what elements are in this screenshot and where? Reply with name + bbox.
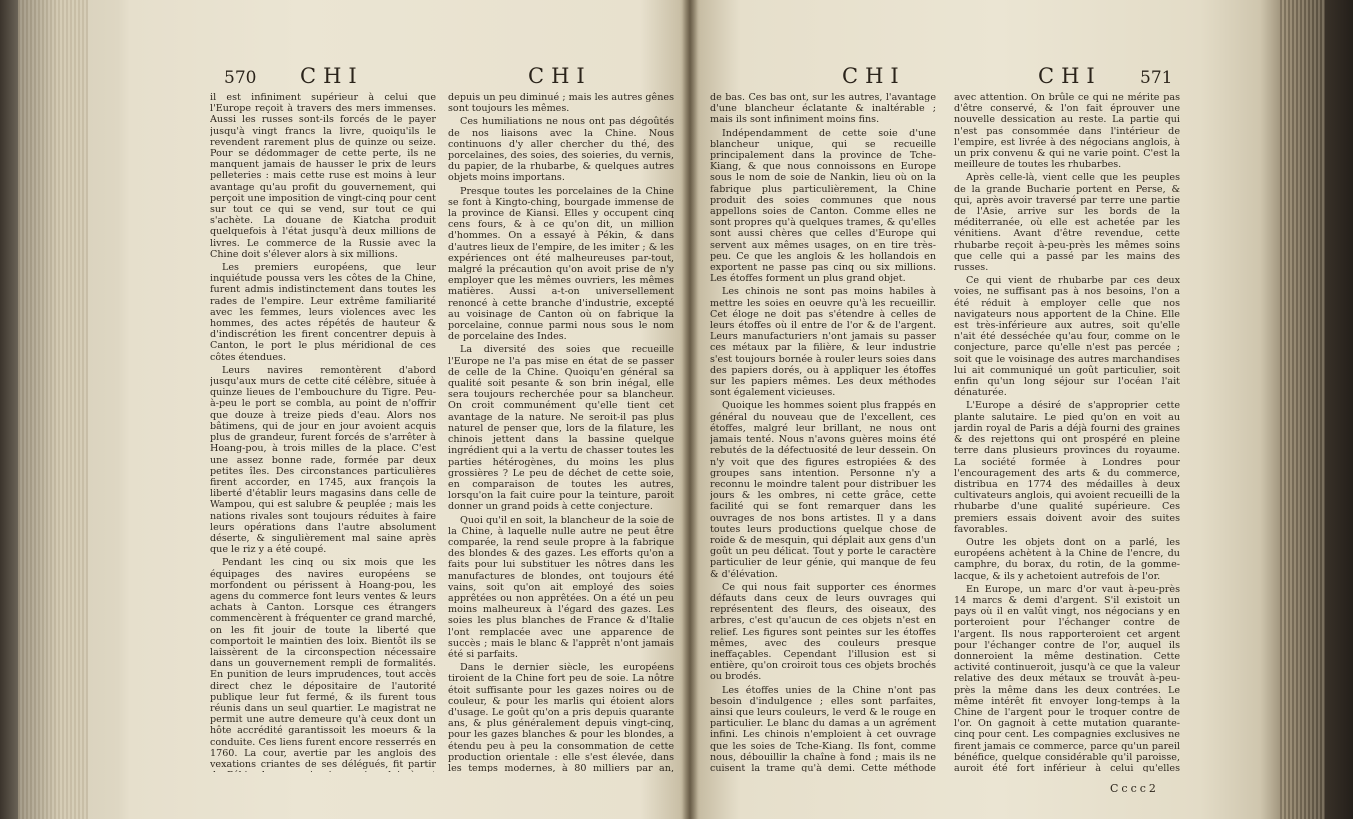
paragraph: Pendant les cinq ou six mois que les équipages des navires européens se morfondent ou périssent à Hoang-pou, les agens du commerce font leurs ventes & leurs achats à Canton. Lorsque ces étrangers commencèrent à fréquenter ce grand marché, on les fit jouir de toute la liberté que comportoit le maintien des loix. Bientôt ils se laissèrent de la circonspection nécessaire dans un gouvernement rempli de formalités. En punition de leurs imprudences, tout accès direct chez le dépositaire de l'autorité publique leur fut fermé, & ils furent tous réunis dans un seul quartier. Le magistrat ne permit une autre demeure qu'à ceux dont un hôte accrédité garantissoit les moeurs & la conduite. Ces liens furent encore resserrés en 1760. La cour, avertie par les anglois des vexations criantes de ses délégués, fit partir [210,557,436,770]
paragraph: de bas. Ces bas ont, sur les autres, l'avantage d'une blancheur éclatante & inaltérable ; mais ils sont infiniment moins fins. [710,92,936,126]
left-page-edges [18,0,88,819]
paragraph: En Europe, un marc d'or vaut à-peu-près 14 marcs & demi d'argent. S'il existoit un pays où il en valût vingt, nos négocians y en porteroient pour l'échanger contre de l'argent. Ils nous rapporteroient cet argent pour l'échanger contre de l'or, auquel ils donneroient la même destination. Cette activité continueroit, jusqu'à ce que la valeur relative des deux métaux se trouvât à-peu-près la même dans les deux contrées. Le même intérêt fit envoyer long-temps à la Chine de l'argent pour le troquer contre de l'or. On gagnoit à cette mutation quarante-cinq pour cent. Les compagnies exclusives ne firent jamais ce commerce, parce qu'un pareil bénéfice, quelque considérable qu'il paroisse, auroit été fort inférieur à celui qu'elles [954,583,1180,772]
right-page [710,0,1180,819]
paragraph: Quoique les hommes soient plus frappés en général du nouveau que de l'excellent, ces étoffes, malgré leur brillant, ne nous ont jamais tenté. Nous n'avons guères moins été rebutés de la défectuosité de leur dessein. On n'y voit que des figures estropiées & des groupes sans intention. Personne n'y a reconnu le moindre talent pour distribuer les jours & les ombres, ni cette grâce, cette facilité qui se font remarquer dans les ouvrages de nos bons artistes. Il y a dans toutes leurs productions quelque chose de roide & de mesquin, qui déplait aux gens d'un goût un peu délicat. Tout y porte le caractère particulier de leur génie, qui manque de feu & d'élévation. [710,400,936,580]
running-head-left: CHI [842,64,906,88]
running-head-right: CHI [528,64,592,88]
right-page-edges [1280,0,1325,819]
running-head-left: CHI [300,64,364,88]
paragraph: Presque toutes les porcelaines de la Chine se font à Kingto-ching, bourgade immense de la province de Kiansi. Elles y occupent cinq cens fours, & à ce qu'on dit, un million d'hommes. On a essayé à Pékin, & dans d'autres lieux de l'empire, de les imiter ; & les expériences ont été malheureuses par-tout, malgré la précaution qu'on avoit prise de n'y employer que les mêmes ouvriers, les mêmes matières. Aussi a-t-on universellement renoncé à cette branche d'industrie, excepté au voisinage de Canton où on fabrique la porcelaine, connue parmi nous sous le nom de porcelaine des Indes. [448,185,674,343]
right-page-header [710,62,1180,92]
paragraph: La diversité des soies que recueille l'Europe ne l'a pas mise en état de se passer de celle de la Chine. Quoiqu'en général sa qualité soit pesante & son brin inégal, elle sera toujours recherchée pour sa blancheur. On croit communément qu'elle tient cet avantage de la nature. Ne seroit-il pas plus naturel de penser que, lors de la filature, les chinois jettent dans la bassine quelque ingrédient qui a la vertu de chasser toutes les parties hétérogènes, du moins les plus grossières ? Le peu de déchet de cette soie, en comparaison de toutes les autres, lorsqu'on la fait cuire pour la teinture, paroit donner un grand poids à cette conjecture. [448,344,674,513]
paragraph: depuis un peu diminué ; mais les autres gênes sont toujours les mêmes. [448,92,674,115]
page-number-570: 570 [224,68,257,88]
paragraph: Les étoffes unies de la Chine n'ont pas besoin d'indulgence ; elles sont parfaites, ainsi que leurs couleurs, le verd & le rouge en particulier. Le blanc du damas a un agrément infini. Les chinois n'emploient à cet ouvrage que les soies de Tche-Kiang. Ils font, comme nous, débouillir la chaîne à fond ; mais ils ne cuisent la trame qu'à demi. Cette méthode [710,684,936,772]
paragraph: Quoi qu'il en soit, la blancheur de la soie de la Chine, à laquelle nulle autre ne peut être comparée, la rend seule propre à la fabrique des blondes & des gazes. Les efforts qu'on a faits pour lui substituer les nôtres dans les manufactures de blondes, ont toujours été vains, soit qu'on ait employé des soies apprêtées ou non apprêtées. On a été un peu moins malheureux à l'égard des gazes. Les soies les plus blanches de France & d'Italie l'ont remplacée avec une apparence de succès ; mais le blanc & l'apprêt n'ont jamais été si parfaits. [448,514,674,660]
book-gutter [682,0,698,819]
paragraph: Outre les objets dont on a parlé, les européens achètent à la Chine de l'encre, du camphre, du borax, du rotin, de la gomme-lacque, & ils y achetoient autrefois de l'or. [954,536,1180,582]
paragraph: Leurs navires remontèrent d'abord jusqu'aux murs de cette cité célèbre, située à quinze lieues de l'embouchure du Tigre. Peu-à-peu le port se combla, au point de n'offrir que douze à treize pieds d'eau. Alors nos bâtimens, qui de jour en jour avoient acquis plus de grandeur, furent forcés de s'arrêter à Hoang-pou, à trois milles de la place. C'est une assez bonne rade, formée par deux petites îles. Des circonstances particulières firent accorder, en 1745, aux françois la liberté d'établir leurs magasins dans celle de Wampou, qui est salubre & peuplée ; mais les nations rivales sont toujours réduites à faire leurs opérations dans l'autre absolument déserte, & singulièrement mal saine après que le riz y a été coupé. [210,364,436,556]
signature-mark: Cccc2 [1110,782,1159,795]
left-page-header [210,62,680,92]
paragraph: Dans le dernier siècle, les européens tiroient de la Chine fort peu de soie. La nôtre étoit suffisante pour les gazes noires ou de couleur, & pour les marlis qui étoient alors d'usage. Le goût qu'on a pris depuis quarante ans, & plus généralement depuis vingt-cinq, pour les gazes blanches & pour les blondes, a étendu peu à peu la consommation de cette production orientale : elle s'est élevée, dans les temps modernes, à 80 milliers par an, [448,662,674,772]
right-page-column-2 [954,92,1180,772]
paragraph: Ce qui vient de rhubarbe par ces deux voies, ne suffisant pas à nos besoins, l'on a été réduit à employer celle que nos navigateurs nous apportent de la Chine. Elle est très-inférieure aux autres, soit qu'elle n'ait été desséchée qu'au four, comme on le conjecture, parce qu'elle n'est pas percée ; soit que le voisinage des autres marchandises lui ait communiqué un goût particulier, soit enfin qu'un long séjour sur l'océan l'ait dénaturée. [954,275,1180,399]
right-page-column-1 [710,92,936,772]
left-page-column-2 [448,92,674,772]
left-page-column-1 [210,92,436,772]
left-page [210,0,680,819]
paragraph: Ce qui nous fait supporter ces énormes défauts dans ceux de leurs ouvrages qui représentent des fleurs, des oiseaux, des arbres, c'est qu'aucun de ces objets n'est en relief. Les figures sont peintes sur les étoffes mêmes, avec des couleurs presque ineffaçables. Cependant l'illusion est si entière, qu'on croiroit tous ces objets brochés ou brodés. [710,581,936,683]
paragraph: avec attention. On brûle ce qui ne mérite pas d'être conservé, & l'on fait éprouver une nouvelle dessication au reste. La partie qui n'est pas consommée dans l'intérieur de l'empire, est livrée à des négocians anglois, à un prix convenu & qui ne varie point. C'est la meilleure de toutes les rhubarbes. [954,92,1180,171]
paragraph: Les premiers européens, que leur inquiétude poussa vers les côtes de la Chine, furent admis indistinctement dans toutes les rades de l'empire. Leur extrême familiarité avec les femmes, leurs violences avec les hommes, des actes répétés de hauteur & d'indiscrétion les firent concentrer depuis à Canton, le port le plus méridional de ces côtes étendues. [210,262,436,363]
paragraph: L'Europe a désiré de s'approprier cette plante salutaire. Le pied qu'on en voit au jardin royal de Paris a déjà fourni des graines & des rejettons qui ont prospéré en pleine terre dans plusieurs provinces du royaume. La société formée à Londres pour l'encouragement des arts & du commerce, distribua en 1774 des médailles à deux cultivateurs anglois, qui avoient recueilli de la rhubarbe d'une qualité supérieure. Ces premiers essais doivent avoir des suites favorables. [954,400,1180,535]
paragraph: Après celle-là, vient celle que les peuples de la grande Bucharie portent en Perse, & qui, après avoir traversé par terre une partie de l'Asie, arrive sur les bords de la méditerranée, où elle est achetée par les vénitiens. Avant d'être revendue, cette rhubarbe reçoit à-peu-près les mêmes soins que celle qui a passé par les mains des russes. [954,172,1180,274]
paragraph: Indépendamment de cette soie d'une blancheur unique, qui se recueille principalement dans la province de Tche-Kiang, & que nous connoissons en Europe sous le nom de soie de Nankin, lieu où on la fabrique plus particulièrement, la Chine produit des soies communes que nous appellons soies de Canton. Comme elles ne sont propres qu'à quelques trames, & qu'elles sont aussi chères que celles d'Europe qui servent aux mêmes usages, on en tire très-peu. Ce que les anglois & les hollandois en exportent ne passe pas cinq ou six millions. Les étoffes forment un plus grand objet. [710,127,936,285]
page-number-571: 571 [1140,68,1173,88]
paragraph: il est infiniment supérieur à celui que l'Europe reçoit à travers des mers immenses. Aussi les russes sont-ils forcés de le payer jusqu'à vingt francs la livre, quoiqu'ils le revendent rarement plus de quinze ou seize. Pour se dédommager de cette perte, ils ne manquent jamais de hausser le prix de leurs pelleteries : mais cette ruse est moins à leur avantage qu'au profit du gouvernement, qui perçoit une imposition de vingt-cinq pour cent sur tout ce qui se vend, sur tout ce qui s'achète. La douane de Kiatcha produit quelquefois à l'état jusqu'à deux millions de livres. Le commerce de la Russie avec la Chine doit s'élever alors à six millions. [210,92,436,260]
paragraph: Ces humiliations ne nous ont pas dégoûtés de nos liaisons avec la Chine. Nous continuons d'y aller chercher du thé, des porcelaines, des soies, des soieries, du vernis, du papier, de la rhubarbe, & quelques autres objets moins importans. [448,116,674,184]
running-head-right: CHI [1038,64,1102,88]
paragraph: Les chinois ne sont pas moins habiles à mettre les soies en oeuvre qu'à les recueillir. Cet éloge ne doit pas s'étendre à celles de leurs étoffes où il entre de l'or & de l'argent. Leurs manufacturiers n'ont jamais su passer ces métaux par la filière, & leur industrie s'est toujours bornée à rouler leurs soies dans des papiers dorés, ou à appliquer les étoffes sur les papiers mêmes. Les deux méthodes sont également vicieuses. [710,286,936,399]
